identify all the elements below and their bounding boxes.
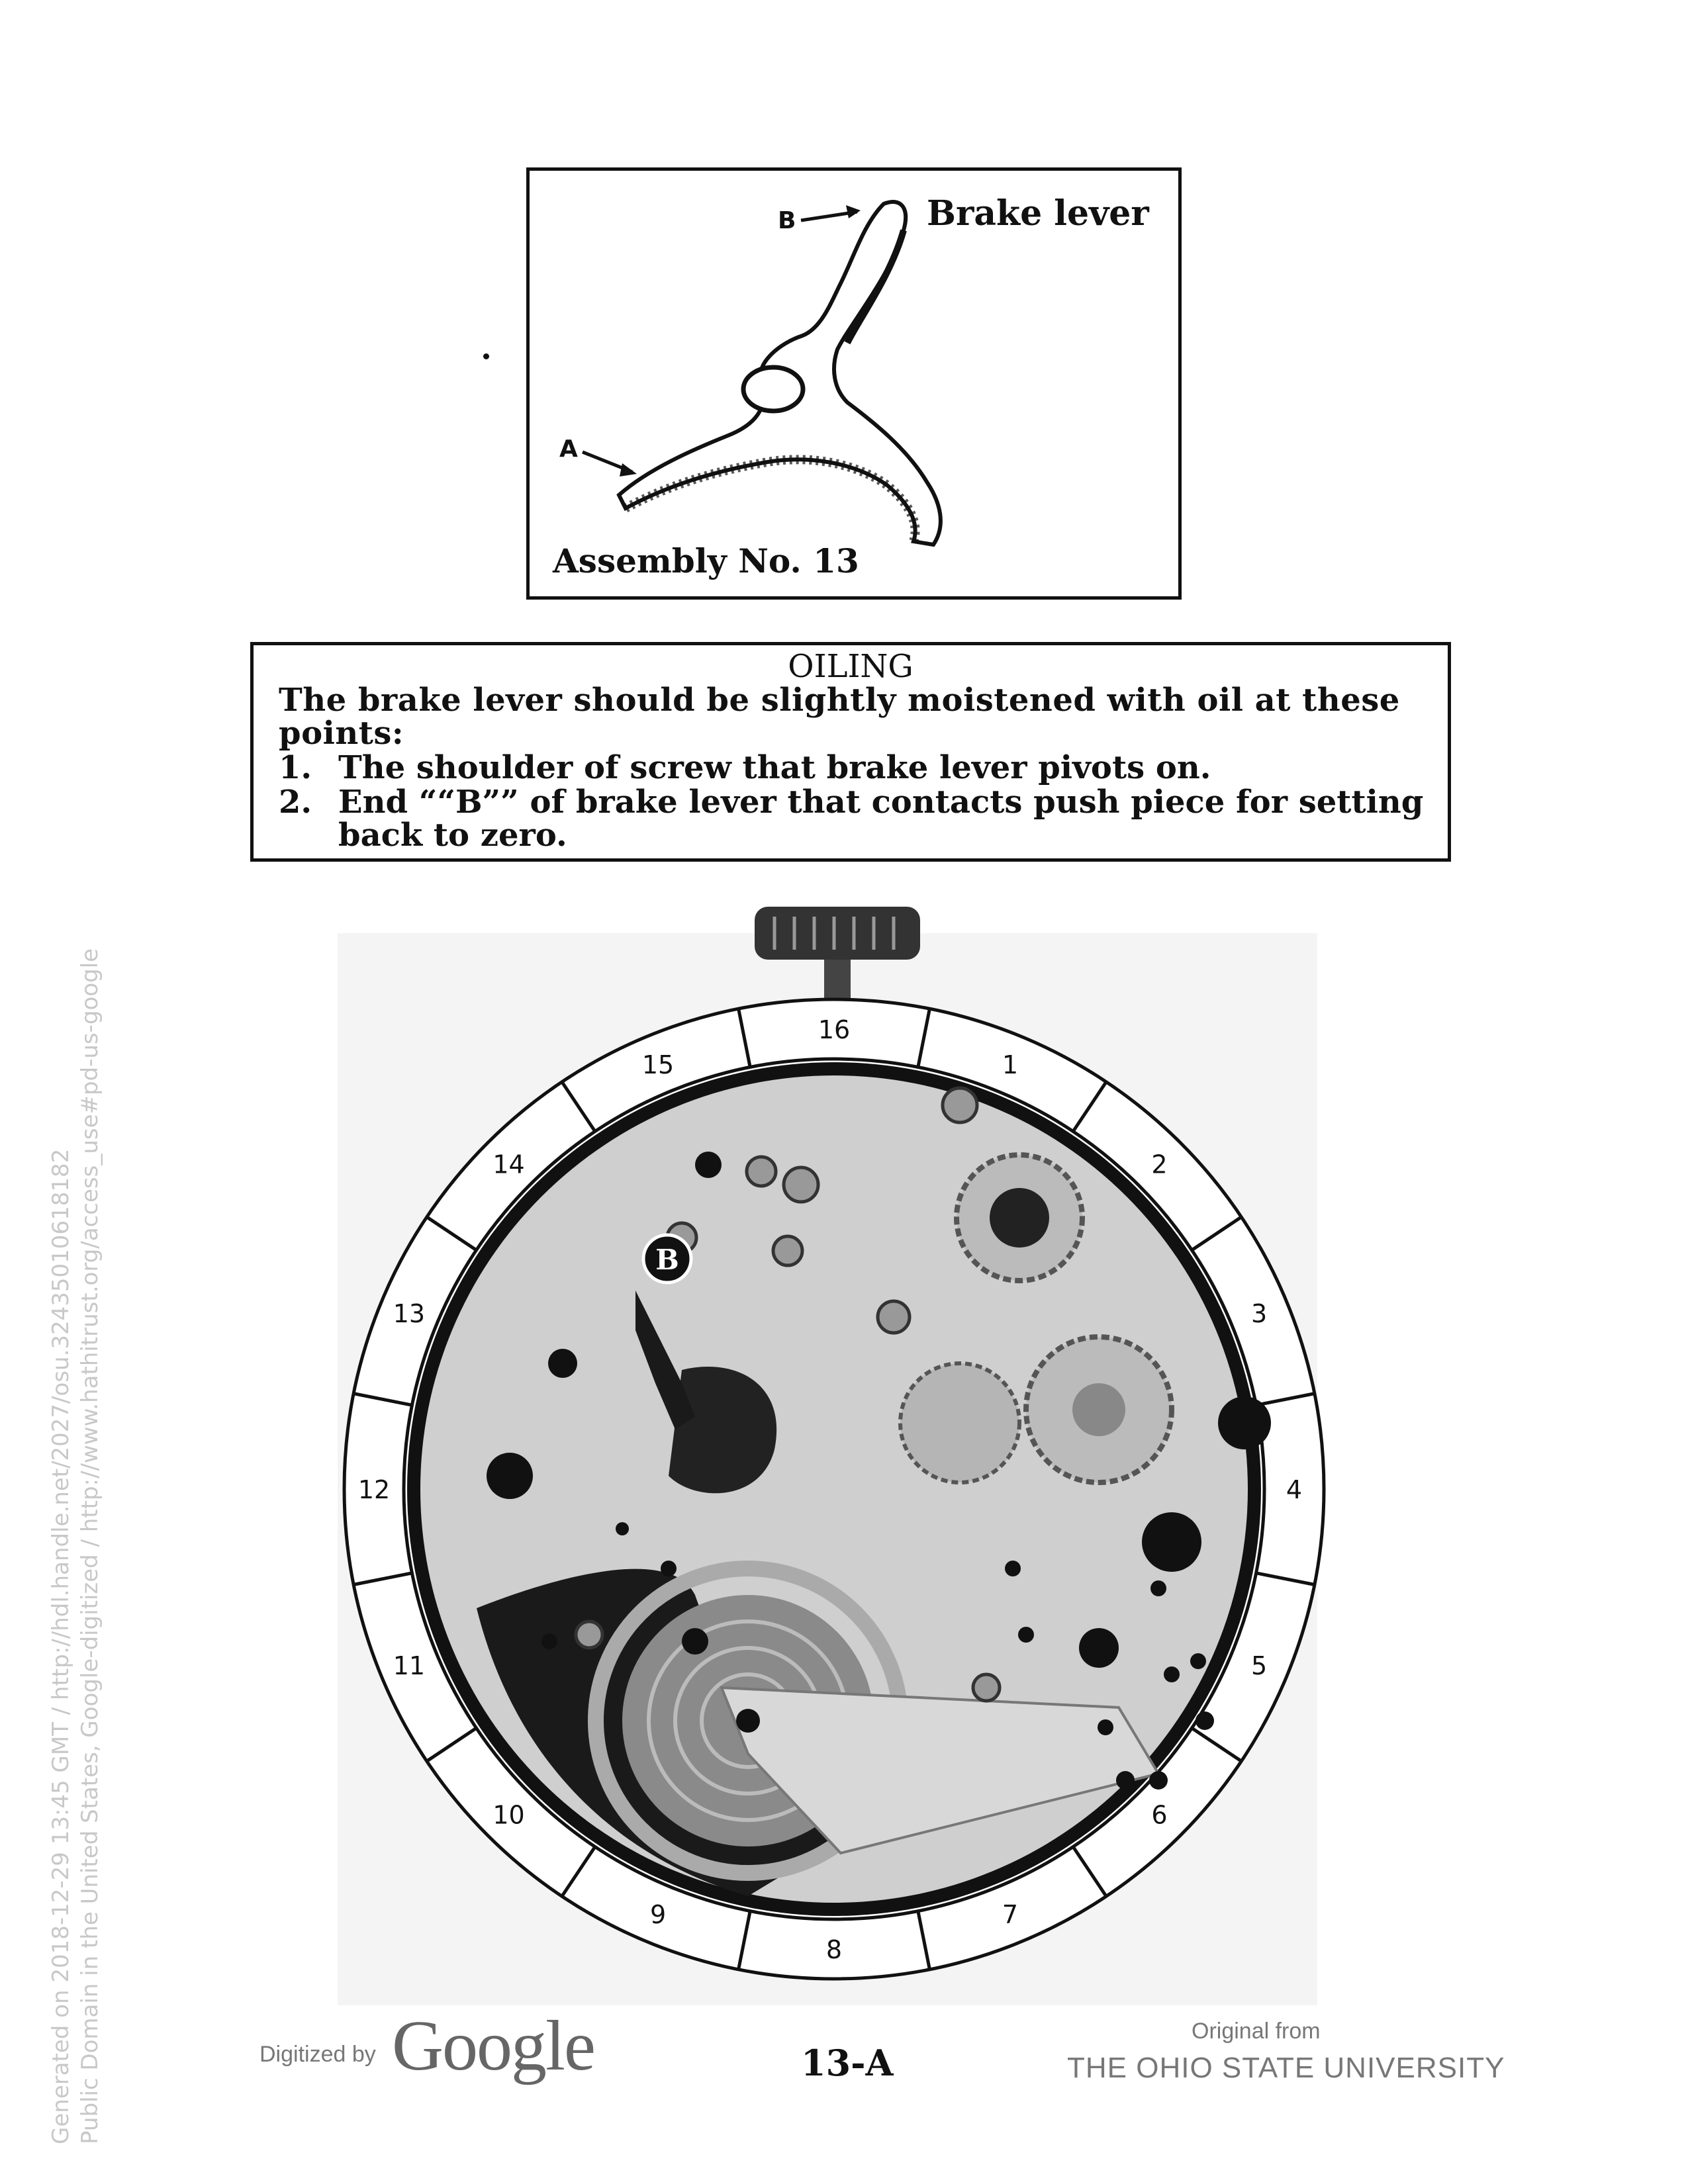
oiling-box [250, 642, 1451, 862]
dial-number: 10 [492, 1800, 525, 1830]
dial-number: 13 [393, 1299, 426, 1329]
dial-number: 16 [818, 1015, 851, 1044]
dial-number: 9 [649, 1900, 667, 1930]
dial-number: 11 [393, 1651, 426, 1680]
dial-number: 2 [1151, 1150, 1168, 1179]
dial-number: 3 [1251, 1299, 1268, 1329]
dial-number: 4 [1286, 1475, 1303, 1504]
original-from-label: Original from [1192, 2019, 1321, 2044]
dial-number: 8 [825, 1935, 843, 1964]
oiling-intro: The brake lever should be slightly moistened with oil at these points: [279, 682, 1400, 752]
institution-name: THE OHIO STATE UNIVERSITY [1067, 2052, 1505, 2084]
figure-label-a: A [559, 435, 578, 463]
dial-number: 15 [641, 1050, 675, 1079]
figure-label-b: B [778, 207, 796, 234]
brake-lever-figure [526, 167, 1182, 600]
dial-number: 12 [357, 1475, 391, 1504]
dial-number: 14 [492, 1150, 525, 1179]
watermark-line-2: Public Domain in the United States, Google-digitized / http://www.hathitrust.org/access_use#pd-us-google [77, 948, 103, 2144]
hathitrust-watermark [46, 948, 105, 2144]
digitized-by-label: Digitized by [259, 2042, 376, 2067]
oiling-item-text: The shoulder of screw that brake lever pivots on. [338, 749, 1211, 786]
oiling-item-text: End ““B”” of brake lever that contacts push piece for setting back to zero. [338, 784, 1424, 854]
watermark-line-1: Generated on 2018-12-29 13:45 GMT / http://hdl.handle.net/2027/osu.32435010618182 [48, 1148, 74, 2144]
dial-number: 6 [1151, 1800, 1168, 1830]
figure-title: Brake lever [927, 193, 1149, 234]
watch-movement-photo [324, 907, 1357, 2025]
oiling-heading: OILING [788, 648, 914, 685]
dial-number: 7 [1002, 1900, 1019, 1930]
stray-mark [483, 353, 489, 359]
dial-number: 1 [1002, 1050, 1019, 1079]
google-logo: Google [392, 2007, 594, 2085]
brake-lever-drawing [530, 171, 1178, 596]
dial-number: 5 [1251, 1651, 1268, 1680]
page-number: 13-A [801, 2042, 894, 2084]
oiling-item-number: 2. [279, 784, 312, 821]
assembly-caption: Assembly No. 13 [553, 541, 859, 580]
callout-b-label: B [655, 1244, 679, 1276]
oiling-item-number: 1. [279, 749, 312, 786]
